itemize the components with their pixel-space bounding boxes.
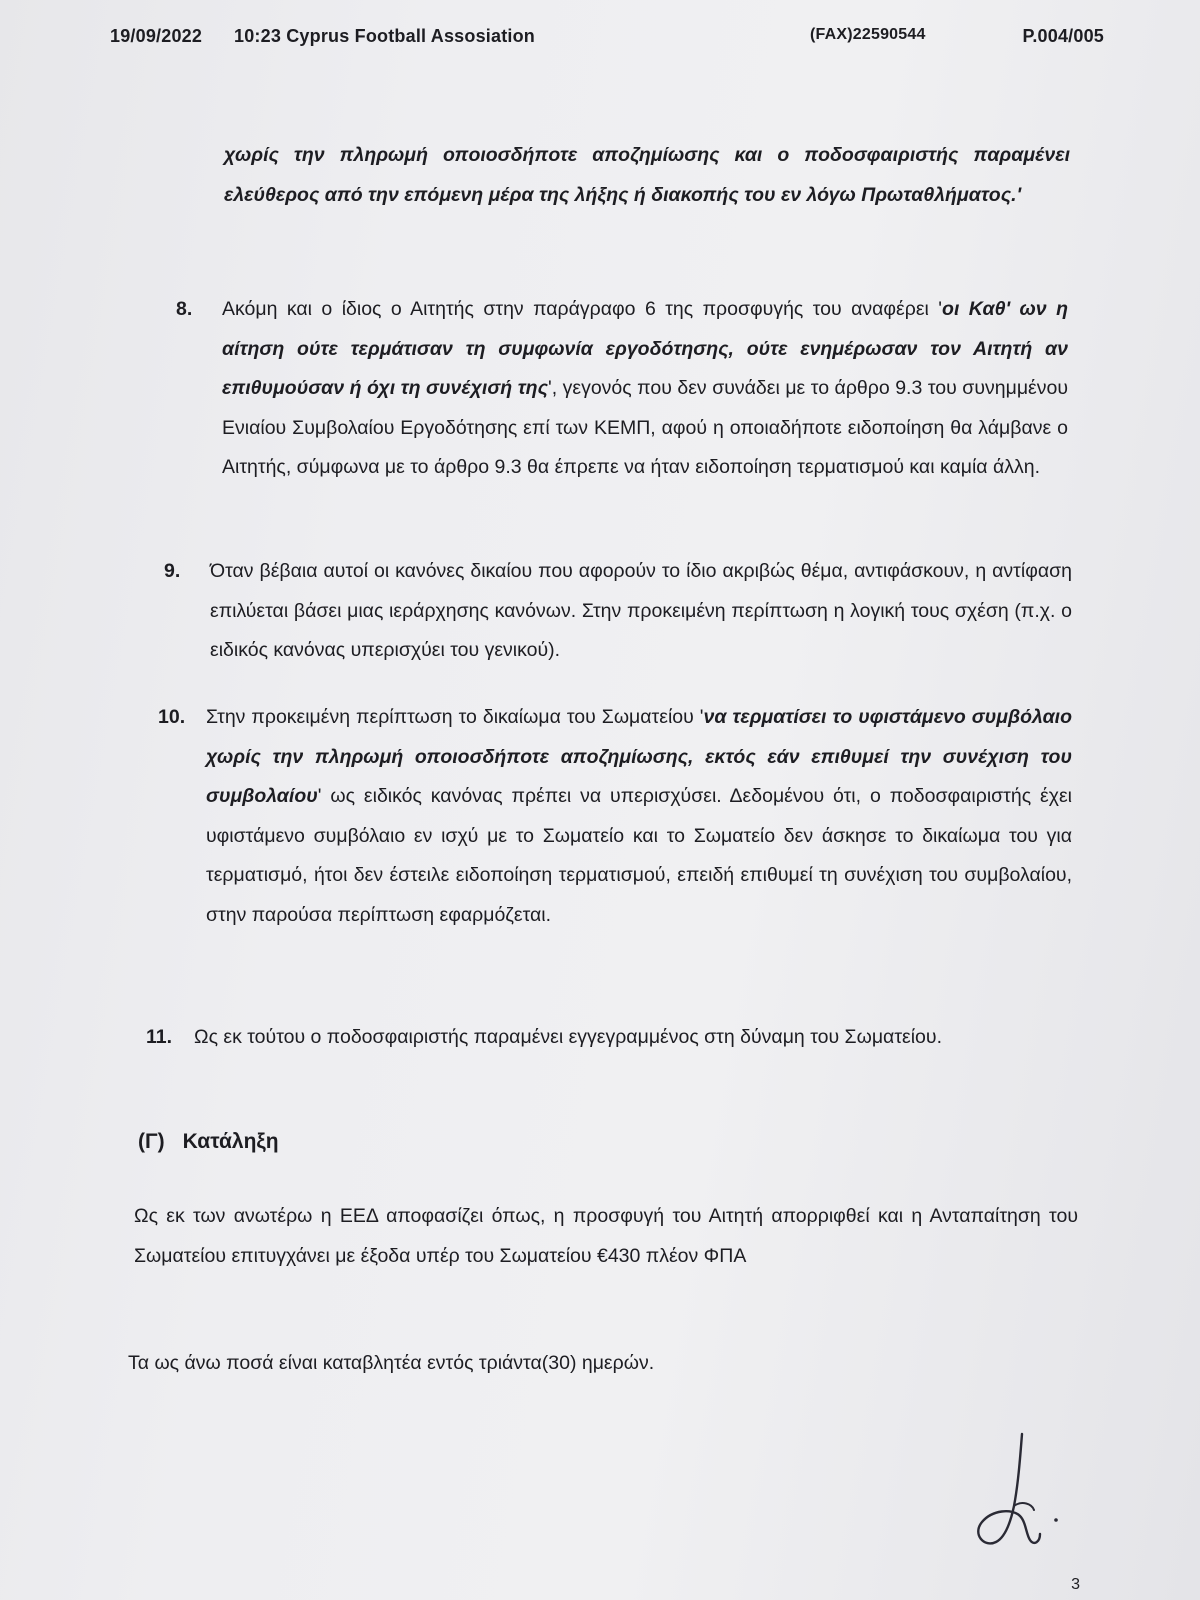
- payment-note: Τα ως άνω ποσά είναι καταβλητέα εντός τριάντα(30) ημερών.: [128, 1352, 655, 1374]
- para-10-number: 10.: [158, 706, 186, 728]
- para-8-number: 8.: [176, 298, 193, 320]
- continuation-paragraph: χωρίς την πληρωμή οποιοσδήποτε αποζημίωσης και ο ποδοσφαιριστής παραμένει ελεύθερος από την επόμενη μέρα της λήξης ή διακοπής του εν λόγω Πρωταθλήματος.': [224, 144, 1070, 206]
- para-10: [206, 698, 1072, 935]
- para-8-text-c: ', γεγονός που δεν συνάδει με το άρθρο 9.3 του συνημμένου Ενιαίου Συμβολαίου Εργοδότησης επί των ΚΕΜΠ, αφού η οποιαδήποτε ειδοποίηση θα λάμβανε ο Αιτητής, σύμφωνα με το άρθρο 9.3 θα έπρεπε να ήταν ειδοποίηση τερματισμού και καμία άλλη.: [222, 377, 1069, 478]
- para-10-text-c: ' ως ειδικός κανόνας πρέπει να υπερισχύσει. Δεδομένου ότι, ο ποδοσφαιριστής έχει υφιστάμενο συμβόλαιο εν ισχύ με το Σωματείο και το Σωματείο δεν άσκησε το δικαίωμα του για τερματισμό, ήτοι δεν έστειλε ειδοποίηση τερματισμού, επειδή επιθυμεί τη συνέχιση του συμβολαίου, στην παρούσα περίπτωση εφαρμόζεται.: [206, 785, 1072, 926]
- para-10-text-a: Στην προκειμένη περίπτωση το δικαίωμα του Σωματείου ': [206, 706, 704, 728]
- section-heading: [138, 1125, 279, 1159]
- fax-page-count: P.004/005: [1022, 26, 1104, 46]
- page-number: 3: [1071, 1576, 1080, 1593]
- para-10-quote: να τερματίσει το υφιστάμενο συμβόλαιο χωρίς την πληρωμή οποιοσδήποτε αποζημίωσης, εκτός εάν επιθυμεί την συνέχιση του συμβολαίου: [206, 706, 1072, 807]
- fax-number: (FAX)22590544: [810, 26, 926, 43]
- para-8-text-a: Ακόμη και ο ίδιος ο Αιτητής στην παράγραφο 6 της προσφυγής του αναφέρει ': [222, 298, 943, 320]
- fax-date: 19/09/2022: [110, 26, 203, 46]
- section-label: (Γ): [138, 1130, 165, 1153]
- para-9: Όταν βέβαια αυτοί οι κανόνες δικαίου που αφορούν το ίδιο ακριβώς θέμα, αντιφάσκουν, η αντίφαση επιλύεται βάσει μιας ιεράρχησης κανόνων. Στην προκειμένη περίπτωση η λογική τους σχέση (π.χ. ο ειδικός κανόνας υπερισχύει του γενικού).: [210, 560, 1072, 661]
- fax-header: [110, 26, 1104, 56]
- para-11: Ως εκ τούτου ο ποδοσφαιριστής παραμένει εγγεγραμμένος στη δύναμη του Σωματείου.: [194, 1026, 942, 1048]
- para-11-number: 11.: [146, 1026, 173, 1048]
- conclusion-paragraph: Ως εκ των ανωτέρω η ΕΕΔ αποφασίζει όπως, η προσφυγή του Αιτητή απορριφθεί και η Ανταπαίτηση του Σωματείου επιτυγχάνει με έξοδα υπέρ του Σωματείου €430 πλέον ΦΠΑ: [134, 1205, 1078, 1267]
- fax-time-sender: 10:23 Cyprus Football Assosiation: [234, 26, 535, 46]
- signature-icon: [960, 1430, 1090, 1560]
- para-8: [222, 290, 1068, 488]
- section-title: Κατάληξη: [182, 1130, 279, 1153]
- para-9-number: 9.: [164, 560, 181, 582]
- para-8-quote: οι Καθ' ων η αίτηση ούτε τερμάτισαν τη συμφωνία εργοδότησης, ούτε ενημέρωσαν τον Αιτητή αν επιθυμούσαν ή όχι τη συνέχισή της: [222, 298, 1068, 399]
